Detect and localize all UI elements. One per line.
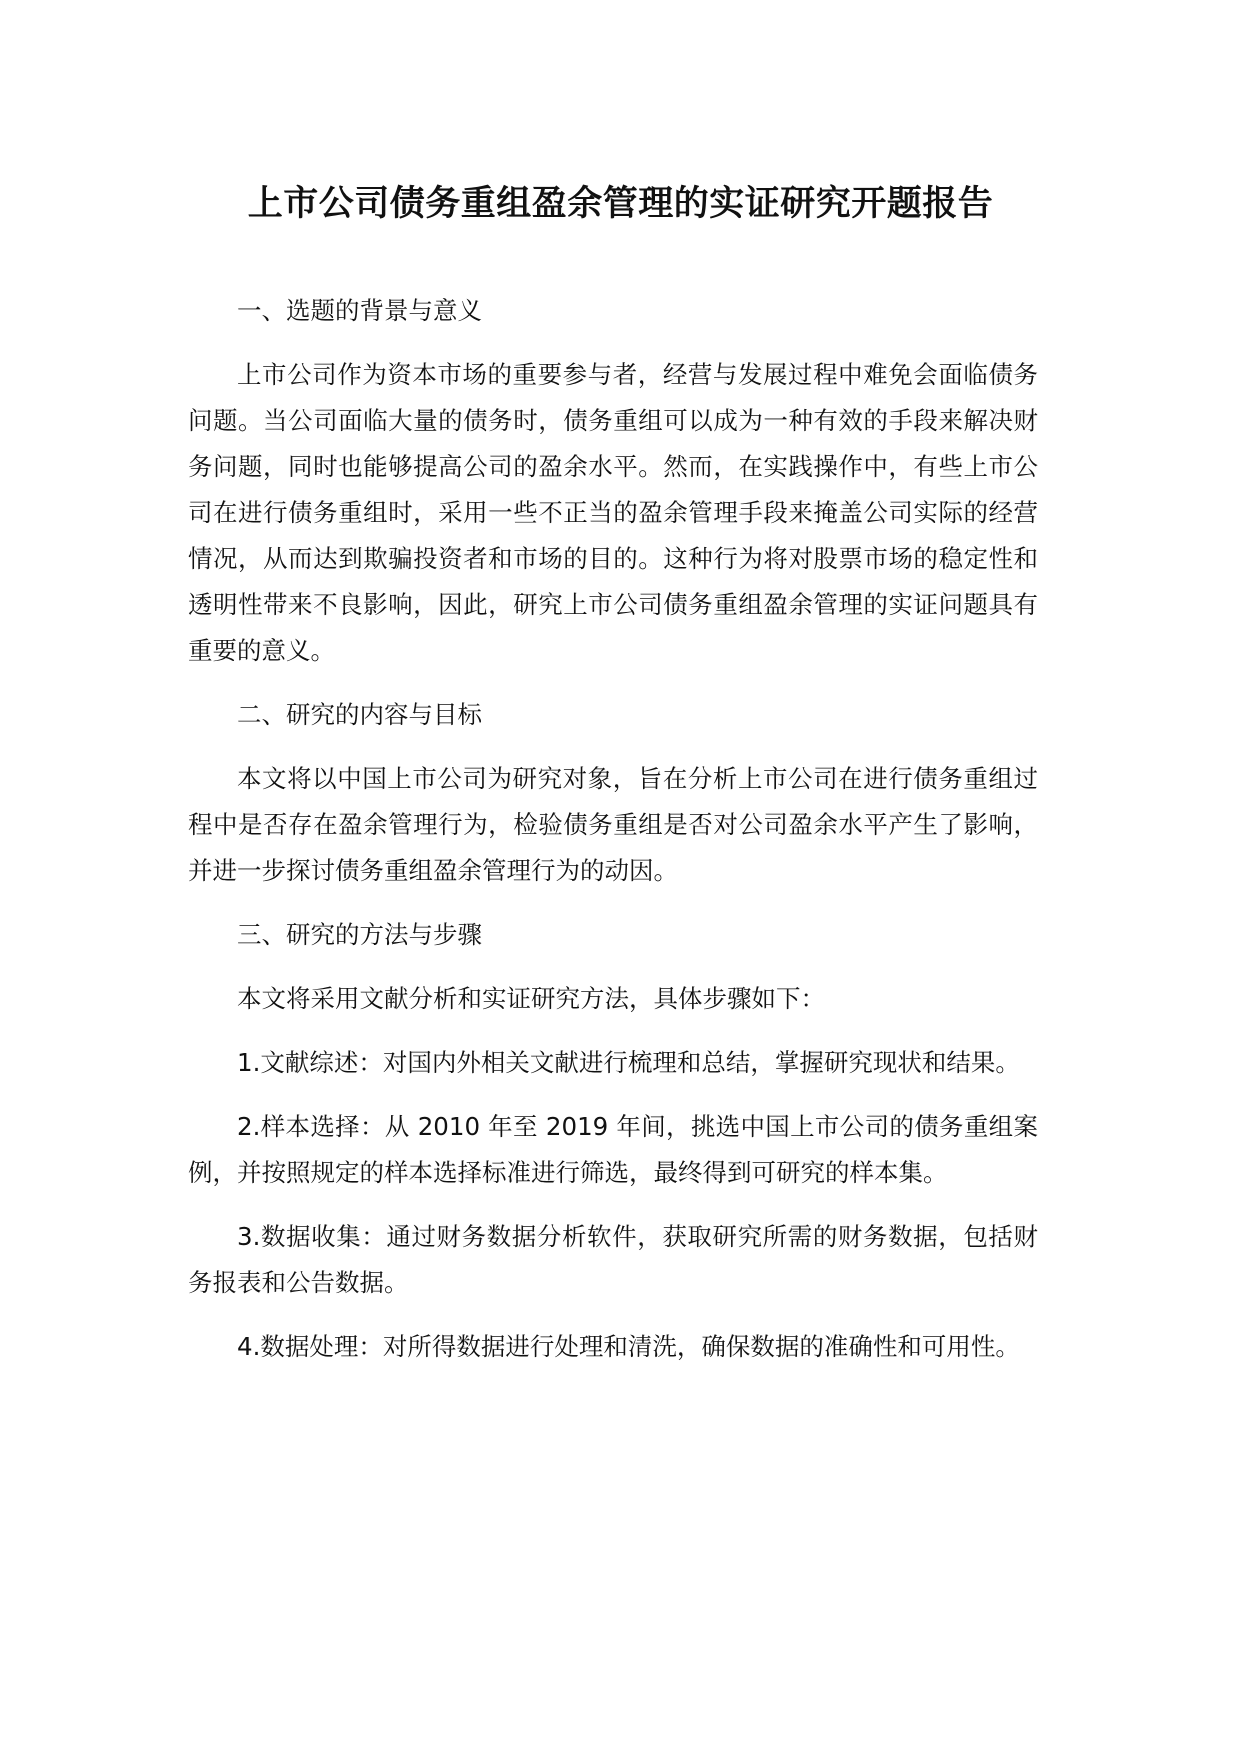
document-body — [188, 288, 1038, 1388]
document-title: 上市公司债务重组盈余管理的实证研究开题报告 — [247, 184, 994, 224]
section-heading: 一、选题的背景与意义 — [237, 296, 482, 325]
section-heading: 三、研究的方法与步骤 — [237, 920, 482, 949]
section-heading: 二、研究的内容与目标 — [237, 700, 482, 729]
list-item: 2.样本选择：从 2010 年至 2019 年间，挑选中国上市公司的债务重组案例，并按照规定的样本选择标准进行筛选，最终得到可研究的样本集。 — [188, 1112, 1038, 1187]
list-item: 3.数据收集：通过财务数据分析软件，获取研究所需的财务数据，包括财务报表和公告数据。 — [188, 1222, 1038, 1297]
paragraph: 上市公司作为资本市场的重要参与者，经营与发展过程中难免会面临债务问题。当公司面临大量的债务时，债务重组可以成为一种有效的手段来解决财务问题，同时也能够提高公司的盈余水平。然而，在实践操作中，有些上市公司在进行债务重组时，采用一些不正当的盈余管理手段来掩盖公司实际的经营情况，从而达到欺骗投资者和市场的目的。这种行为将对股票市场的稳定性和透明性带来不良影响，因此，研究上市公司债务重组盈余管理的实证问题具有重要的意义。 — [188, 360, 1038, 665]
paragraph: 本文将采用文献分析和实证研究方法，具体步骤如下： — [237, 984, 825, 1013]
section-methods-steps — [188, 912, 1038, 1370]
list-item: 1.文献综述：对国内外相关文献进行梳理和总结，掌握研究现状和结果。 — [237, 1048, 1020, 1077]
paragraph: 本文将以中国上市公司为研究对象，旨在分析上市公司在进行债务重组过程中是否存在盈余管理行为，检验债务重组是否对公司盈余水平产生了影响，并进一步探讨债务重组盈余管理行为的动因。 — [188, 764, 1038, 885]
list-item: 4.数据处理：对所得数据进行处理和清洗，确保数据的准确性和可用性。 — [237, 1332, 1020, 1361]
section-background — [188, 288, 1038, 674]
section-content-goals — [188, 692, 1038, 894]
